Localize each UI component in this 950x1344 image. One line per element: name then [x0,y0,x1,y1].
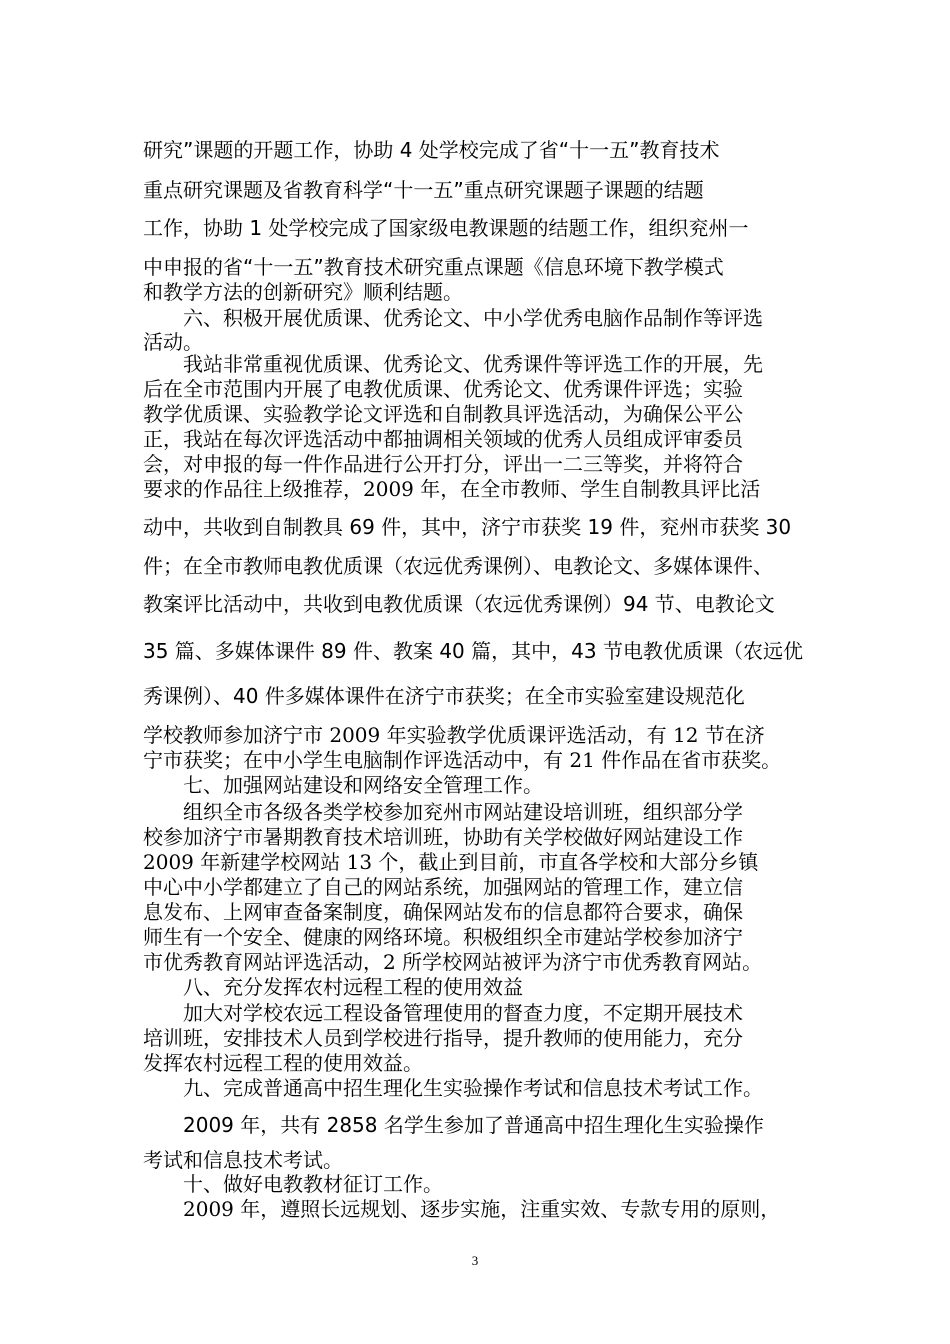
text-line: 35 篇、多媒体课件 89 件、教案 40 篇，其中，43 节电教优质课（农远优 [143,639,803,663]
text-line: 教学优质课、实验教学论文评选和自制教具评选活动，为确保公平公 [143,402,743,426]
section-heading: 十、做好电教教材征订工作。 [183,1172,443,1196]
text-line: 市优秀教育网站评选活动，2 所学校网站被评为济宁市优秀教育网站。 [143,950,763,974]
section-heading: 六、积极开展优质课、优秀论文、中小学优秀电脑作品制作等评选 [183,306,763,330]
text-line: 2009 年，遵照长远规划、逐步实施，注重实效、专款专用的原则， [183,1197,781,1221]
text-line: 培训班，安排技术人员到学校进行指导，提升教师的使用能力，充分 [143,1026,743,1050]
text-line: 正，我站在每次评选活动中都抽调相关领域的优秀人员组成评审委员 [143,427,743,451]
text-line: 要求的作品往上级推荐，2009 年，在全市教师、学生自制教具评比活 [143,477,761,501]
text-line: 加大对学校农远工程设备管理使用的督查力度，不定期开展技术 [183,1001,743,1025]
text-line: 2009 年，共有 2858 名学生参加了普通高中招生理化生实验操作 [183,1113,764,1137]
section-heading: 八、充分发挥农村远程工程的使用效益 [183,975,523,999]
text-line: 工作，协助 1 处学校完成了国家级电教课题的结题工作，组织兖州一 [143,216,749,240]
text-line: 组织全市各级各类学校参加兖州市网站建设培训班，组织部分学 [183,800,743,824]
text-line: 秀课例）、40 件多媒体课件在济宁市获奖；在全市实验室建设规范化 [143,684,745,708]
text-line: 后在全市范围内开展了电教优质课、优秀论文、优秀课件评选；实验 [143,377,743,401]
text-line: 考试和信息技术考试。 [143,1148,343,1172]
text-line: 息发布、上网审查备案制度，确保网站发布的信息都符合要求，确保 [143,900,743,924]
section-heading: 七、加强网站建设和网络安全管理工作。 [183,773,543,797]
text-line: 师生有一个安全、健康的网络环境。积极组织全市建站学校参加济宁 [143,925,743,949]
text-line: 2009 年新建学校网站 13 个，截止到目前，市直各学校和大部分乡镇 [143,850,759,874]
text-line: 重点研究课题及省教育科学“十一五”重点研究课题子课题的结题 [143,178,704,202]
text-line: 研究”课题的开题工作，协助 4 处学校完成了省“十一五”教育技术 [143,138,720,162]
page-number: 3 [471,1253,479,1268]
text-line: 发挥农村远程工程的使用效益。 [143,1051,423,1075]
text-line: 我站非常重视优质课、优秀论文、优秀课件等评选工作的开展，先 [183,352,763,376]
text-line: 件；在全市教师电教优质课（农远优秀课例）、电教论文、多媒体课件、 [143,554,773,578]
text-line: 中心中小学都建立了自己的网站系统，加强网站的管理工作，建立信 [143,875,743,899]
text-line: 学校教师参加济宁市 2009 年实验教学优质课评选活动，有 12 节在济 [143,723,765,747]
section-heading: 九、完成普通高中招生理化生实验操作考试和信息技术考试工作。 [183,1076,763,1100]
text-line: 校参加济宁市暑期教育技术培训班，协助有关学校做好网站建设工作 [143,825,743,849]
text-line: 教案评比活动中，共收到电教优质课（农远优秀课例）94 节、电教论文 [143,592,775,616]
text-line: 活动。 [143,330,203,354]
text-line: 动中，共收到自制教具 69 件，其中，济宁市获奖 19 件，兖州市获奖 30 [143,515,792,539]
text-line: 会，对申报的每一件作品进行公开打分，评出一二三等奖，并将符合 [143,452,743,476]
text-line: 和教学方法的创新研究》顺利结题。 [143,280,463,304]
text-line: 宁市获奖；在中小学生电脑制作评选活动中，有 21 件作品在省市获奖。 [143,748,782,772]
text-line: 中申报的省“十一五”教育技术研究重点课题《信息环境下教学模式 [143,255,724,279]
